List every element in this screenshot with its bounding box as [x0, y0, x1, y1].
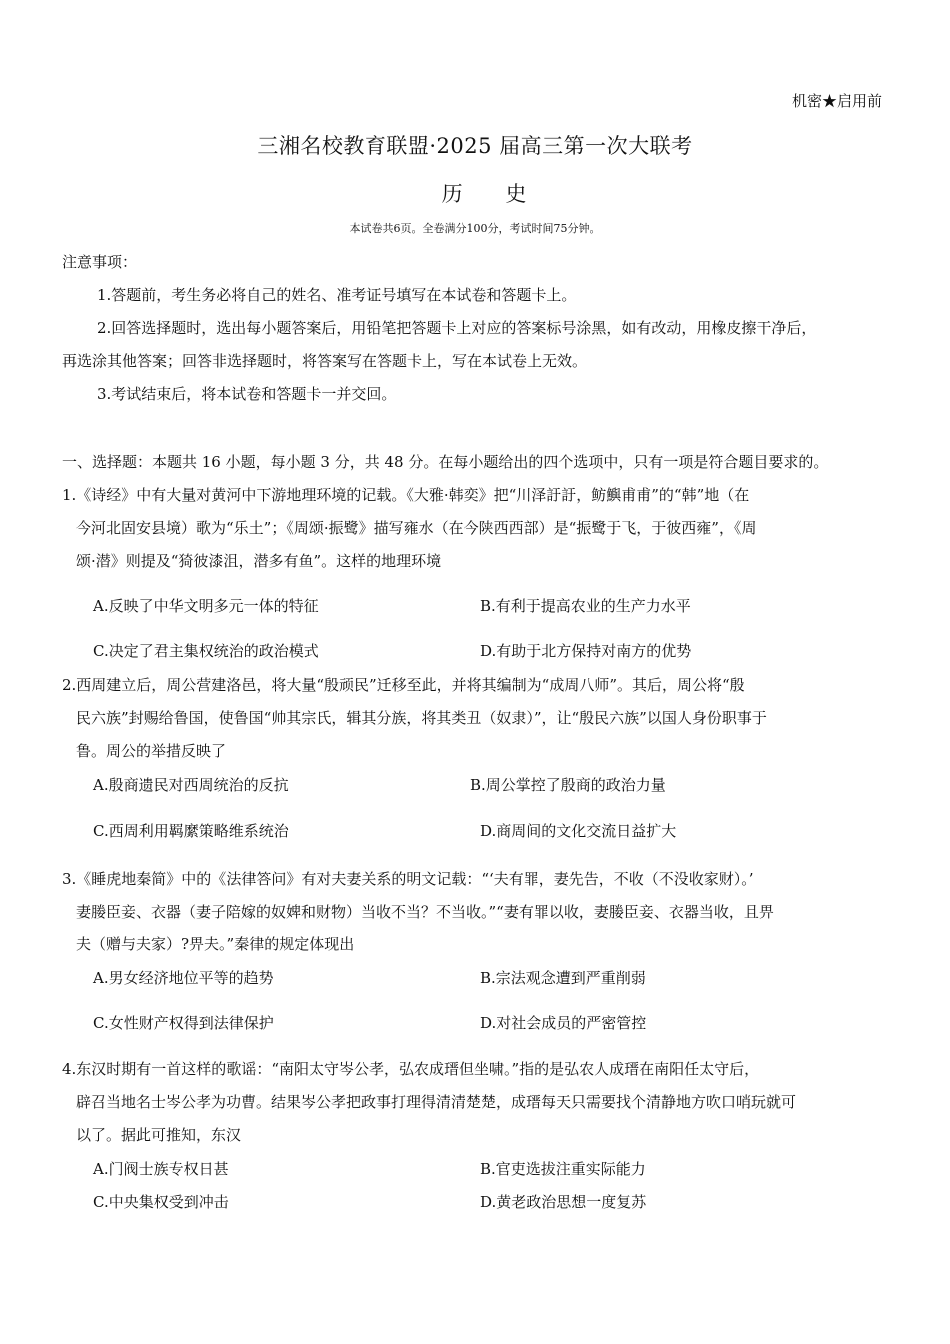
question-2-line-3: 鲁。周公的举措反映了	[76, 742, 227, 760]
subject-title: 历 史	[441, 182, 545, 206]
question-1-option-c: C.决定了君主集权统治的政治模式	[93, 642, 319, 660]
question-3-line-2: 妻媵臣妾、衣器（妻子陪嫁的奴婢和财物）当收不当？不当收。”“妻有罪以收，妻媵臣妾、衣器当收，且畀	[76, 903, 774, 921]
notice-item-2-line-2: 再选涂其他答案；回答非选择题时，将答案写在答题卡上，写在本试卷上无效。	[62, 352, 588, 370]
exam-title: 三湘名校教育联盟·2025 届高三第一次大联考	[257, 134, 693, 158]
question-3-option-c: C.女性财产权得到法律保护	[93, 1014, 274, 1032]
question-4-option-a: A.门阀士族专权日甚	[93, 1160, 229, 1178]
question-2-line-2: 民六族”封赐给鲁国，使鲁国“帅其宗氏，辑其分族，将其类丑（奴隶）”，让“殷民六族”以国人身份职事于	[76, 709, 767, 727]
question-1-line-2: 今河北固安县境）歌为“乐土”；《周颂·振鹭》描写雍水（在今陕西西部）是“振鹭于飞，于彼西雍”，《周	[76, 519, 757, 537]
notice-item-3: 3.考试结束后，将本试卷和答题卡一并交回。	[97, 385, 397, 403]
question-2-option-c: C.西周利用羁縻策略维系统治	[93, 822, 289, 840]
question-3-option-a: A.男女经济地位平等的趋势	[93, 969, 274, 987]
confidential-label: 机密★启用前	[791, 92, 882, 110]
question-1-option-a: A.反映了中华文明多元一体的特征	[93, 597, 319, 615]
question-3-line-3: 夫（赠与夫家）?畀夫。”秦律的规定体现出	[76, 935, 355, 953]
question-3-line-1: 3.《睡虎地秦简》中的《法律答问》有对夫妻关系的明文记载：“‘夫有罪，妻先告，不收（不没收家财）。’	[62, 870, 754, 888]
question-3-option-d: D.对社会成员的严密管控	[480, 1014, 647, 1032]
question-2-option-b: B.周公掌控了殷商的政治力量	[470, 776, 666, 794]
question-4-option-b: B.官吏选拔注重实际能力	[480, 1160, 646, 1178]
question-1-line-1: 1.《诗经》中有大量对黄河中下游地理环境的记载。《大雅·韩奕》把“川泽訏訏，鲂鱮甫甫”的“韩”地（在	[62, 486, 750, 504]
question-4-line-1: 4.东汉时期有一首这样的歌谣：“南阳太守岑公孝，弘农成瑨但坐啸。”指的是弘农人成瑨在南阳任太守后，	[62, 1060, 760, 1078]
question-2-option-d: D.商周间的文化交流日益扩大	[480, 822, 677, 840]
question-3-option-b: B.宗法观念遭到严重削弱	[480, 969, 646, 987]
question-1-line-3: 颂·潜》则提及“猗彼漆沮，潜多有鱼”。这样的地理环境	[76, 552, 442, 570]
question-4-option-c: C.中央集权受到冲击	[93, 1193, 229, 1211]
question-4-line-3: 以了。据此可推知，东汉	[76, 1126, 242, 1144]
question-1-option-d: D.有助于北方保持对南方的优势	[480, 642, 692, 660]
question-2-line-1: 2.西周建立后，周公营建洛邑，将大量“殷顽民”迁移至此，并将其编制为“成周八师”。其后，周公将“殷	[62, 676, 745, 694]
section-heading: 一、选择题：本题共 16 小题，每小题 3 分，共 48 分。在每小题给出的四个选项中，只有一项是符合题目要求的。	[62, 453, 829, 471]
question-2-option-a: A.殷商遗民对西周统治的反抗	[93, 776, 289, 794]
notice-item-2-line-1: 2.回答选择题时，选出每小题答案后，用铅笔把答题卡上对应的答案标号涂黑，如有改动，用橡皮擦干净后，	[97, 319, 817, 337]
question-4-option-d: D.黄老政治思想一度复苏	[480, 1193, 647, 1211]
exam-info: 本试卷共6页。全卷满分100分，考试时间75分钟。	[349, 222, 601, 235]
question-4-line-2: 辟召当地名士岑公孝为功曹。结果岑公孝把政事打理得清清楚楚，成瑨每天只需要找个清静地方吹口哨玩就可	[76, 1093, 797, 1111]
question-1-option-b: B.有利于提高农业的生产力水平	[480, 597, 691, 615]
notice-item-1: 1.答题前，考生务必将自己的姓名、准考证号填写在本试卷和答题卡上。	[97, 286, 577, 304]
notice-title: 注意事项：	[62, 253, 138, 271]
